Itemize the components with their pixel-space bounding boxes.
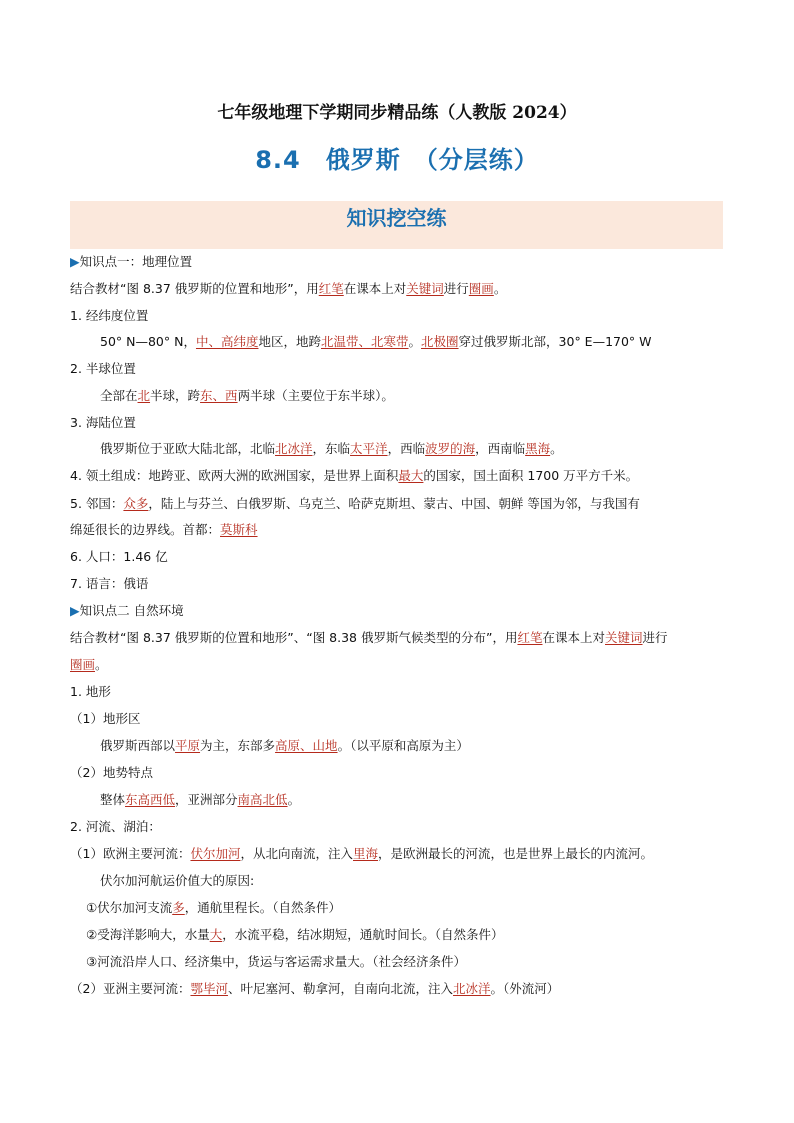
text-line — [70, 846, 653, 862]
text-segment: 在课本上对 — [343, 281, 407, 296]
keyword-answer: 伏尔加河 — [190, 846, 241, 861]
text-line — [70, 361, 136, 377]
text-line — [70, 549, 168, 565]
keyword-answer: 东、西 — [200, 388, 238, 403]
text-segment: 50° N—80° N， — [100, 334, 196, 349]
text-segment: 。（外流河） — [490, 981, 560, 996]
text-segment: ，东临 — [312, 441, 351, 456]
text-segment: ，通航里程长。（自然条件） — [184, 900, 341, 915]
text-line — [86, 927, 504, 943]
text-line — [70, 496, 640, 512]
text-segment: 1. 经纬度位置 — [70, 308, 149, 323]
keyword-answer: 东高西低 — [125, 792, 176, 807]
text-segment: 俄罗斯西部以 — [100, 738, 176, 753]
text-segment: ③河流沿岸人口、经济集中，货运与客运需求量大。（社会经济条件） — [86, 954, 466, 969]
text-segment: ，从北向南流，注入 — [240, 846, 353, 861]
keyword-answer: 中、高纬度 — [195, 334, 259, 349]
section-banner — [70, 201, 723, 249]
text-line — [100, 873, 254, 889]
text-segment: ，水流平稳，结冰期短，通航时间长。（自然条件） — [222, 927, 504, 942]
keyword-answer: 圈画 — [70, 657, 96, 672]
keyword-answer: 北冰洋 — [453, 981, 491, 996]
text-line — [70, 711, 140, 727]
keyword-answer: 莫斯科 — [220, 522, 258, 537]
keyword-answer: 南高北低 — [237, 792, 288, 807]
keyword-answer: 圈画 — [468, 281, 494, 296]
text-segment: 半球，跨 — [150, 388, 201, 403]
keyword-answer: 太平洋 — [350, 441, 388, 456]
text-segment: ，西临 — [387, 441, 426, 456]
text-line — [70, 576, 148, 592]
text-segment: 、叶尼塞河、勒拿河，自南向北流，注入 — [227, 981, 453, 996]
text-line — [70, 308, 148, 324]
text-segment: ②受海洋影响大，水量 — [86, 927, 210, 942]
text-segment: 进行 — [642, 630, 668, 645]
text-line — [70, 630, 668, 646]
text-segment: 伏尔加河航运价值大的原因: — [100, 873, 255, 888]
text-line — [70, 468, 638, 484]
text-line — [70, 684, 111, 700]
keyword-answer: 众多 — [123, 496, 149, 511]
keyword-answer: 关键词 — [406, 281, 444, 296]
text-segment: （1）欧洲主要河流： — [70, 846, 191, 861]
text-segment: 穿过俄罗斯北部，30° E—170° W — [458, 334, 652, 349]
text-segment: 整体 — [100, 792, 126, 807]
text-segment: 知识点一：地理位置 — [79, 254, 193, 269]
text-line — [100, 388, 394, 404]
keyword-answer: 高原、山地 — [275, 738, 338, 753]
text-segment: 3. 海陆位置 — [70, 415, 136, 430]
text-segment: 绵延很长的边界线。首都： — [70, 522, 221, 537]
text-line — [70, 281, 506, 297]
keyword-answer: 多 — [172, 900, 185, 915]
document-supertitle: 七年级地理下学期同步精品练（人教版 2024） — [217, 103, 577, 123]
text-line — [70, 981, 559, 997]
keyword-answer: 关键词 — [605, 630, 643, 645]
text-segment: 1. 地形 — [70, 684, 111, 699]
text-segment: 两半球（主要位于东半球）。 — [237, 388, 394, 403]
text-segment: ①伏尔加河支流 — [86, 900, 173, 915]
text-segment: 为主，东部多 — [200, 738, 276, 753]
text-segment: 7. 语言：俄语 — [70, 576, 149, 591]
keyword-answer: 里海 — [353, 846, 379, 861]
text-line — [70, 657, 108, 673]
keyword-answer: 大 — [209, 927, 223, 942]
keyword-answer: 北温带、北寒带 — [321, 334, 409, 349]
text-segment: 。 — [95, 657, 108, 672]
text-line — [86, 900, 341, 916]
text-segment: 5. 邻国： — [70, 496, 124, 511]
keyword-answer: 黑海 — [525, 441, 551, 456]
text-segment: （2）亚洲主要河流： — [70, 981, 191, 996]
text-segment: 知识点二 自然环境 — [79, 603, 184, 618]
text-line — [100, 738, 469, 754]
text-segment: 的国家，国土面积 1700 万平方千米。 — [423, 468, 639, 483]
text-line — [70, 819, 161, 835]
text-segment: 。 — [408, 334, 422, 349]
text-segment: 在课本上对 — [542, 630, 605, 645]
document-title: 8.4 俄罗斯 （分层练） — [255, 146, 539, 174]
text-segment: 2. 半球位置 — [70, 361, 136, 376]
text-segment: ，亚洲部分 — [175, 792, 238, 807]
keyword-answer: 北 — [137, 388, 151, 403]
keyword-answer: 北极圈 — [421, 334, 459, 349]
keyword-answer: 波罗的海 — [425, 441, 476, 456]
text-segment: 地区，地跨 — [258, 334, 321, 349]
triangle-icon: ▶ — [70, 254, 80, 269]
text-segment: （1）地形区 — [70, 711, 141, 726]
text-segment: 俄罗斯位于亚欧大陆北部，北临 — [100, 441, 276, 456]
text-segment: （2）地势特点 — [70, 765, 153, 780]
section-heading — [70, 254, 192, 270]
keyword-answer: 红笔 — [318, 281, 344, 296]
text-line — [70, 415, 136, 431]
section-banner-title: 知识挖空练 — [346, 206, 447, 230]
text-segment: 。 — [550, 441, 563, 456]
keyword-answer: 平原 — [175, 738, 201, 753]
triangle-icon: ▶ — [70, 603, 80, 618]
text-line — [70, 522, 258, 538]
text-line — [100, 792, 300, 808]
keyword-answer: 最大 — [398, 468, 424, 483]
text-segment: 进行 — [443, 281, 469, 296]
text-segment: 2. 河流、湖泊： — [70, 819, 161, 834]
text-segment: 全部在 — [100, 388, 138, 403]
text-line — [70, 765, 153, 781]
keyword-answer: 北冰洋 — [275, 441, 313, 456]
text-segment: 4. 领土组成：地跨亚、欧两大洲的欧洲国家，是世界上面积 — [70, 468, 399, 483]
text-line — [100, 441, 563, 457]
text-segment: 结合教材“图 8.37 俄罗斯的位置和地形”、“图 8.38 俄罗斯气候类型的分布”，用 — [70, 630, 518, 645]
text-segment: 。 — [287, 792, 301, 807]
text-segment: 。 — [493, 281, 507, 296]
text-line — [100, 334, 652, 350]
text-segment: ，陆上与芬兰、白俄罗斯、乌克兰、哈萨克斯坦、蒙古、中国、朝鲜 等国为邻，与我国有 — [148, 496, 640, 511]
keyword-answer: 鄂毕河 — [190, 981, 228, 996]
text-segment: 6. 人口：1.46 亿 — [70, 549, 168, 564]
text-segment: 结合教材“图 8.37 俄罗斯的位置和地形”，用 — [70, 281, 319, 296]
text-segment: 。（以平原和高原为主） — [337, 738, 469, 753]
text-line — [86, 954, 466, 970]
keyword-answer: 红笔 — [517, 630, 543, 645]
text-segment: ，是欧洲最长的河流，也是世界上最长的内流河。 — [378, 846, 654, 861]
text-segment: ，西南临 — [475, 441, 526, 456]
section-heading — [70, 603, 184, 619]
